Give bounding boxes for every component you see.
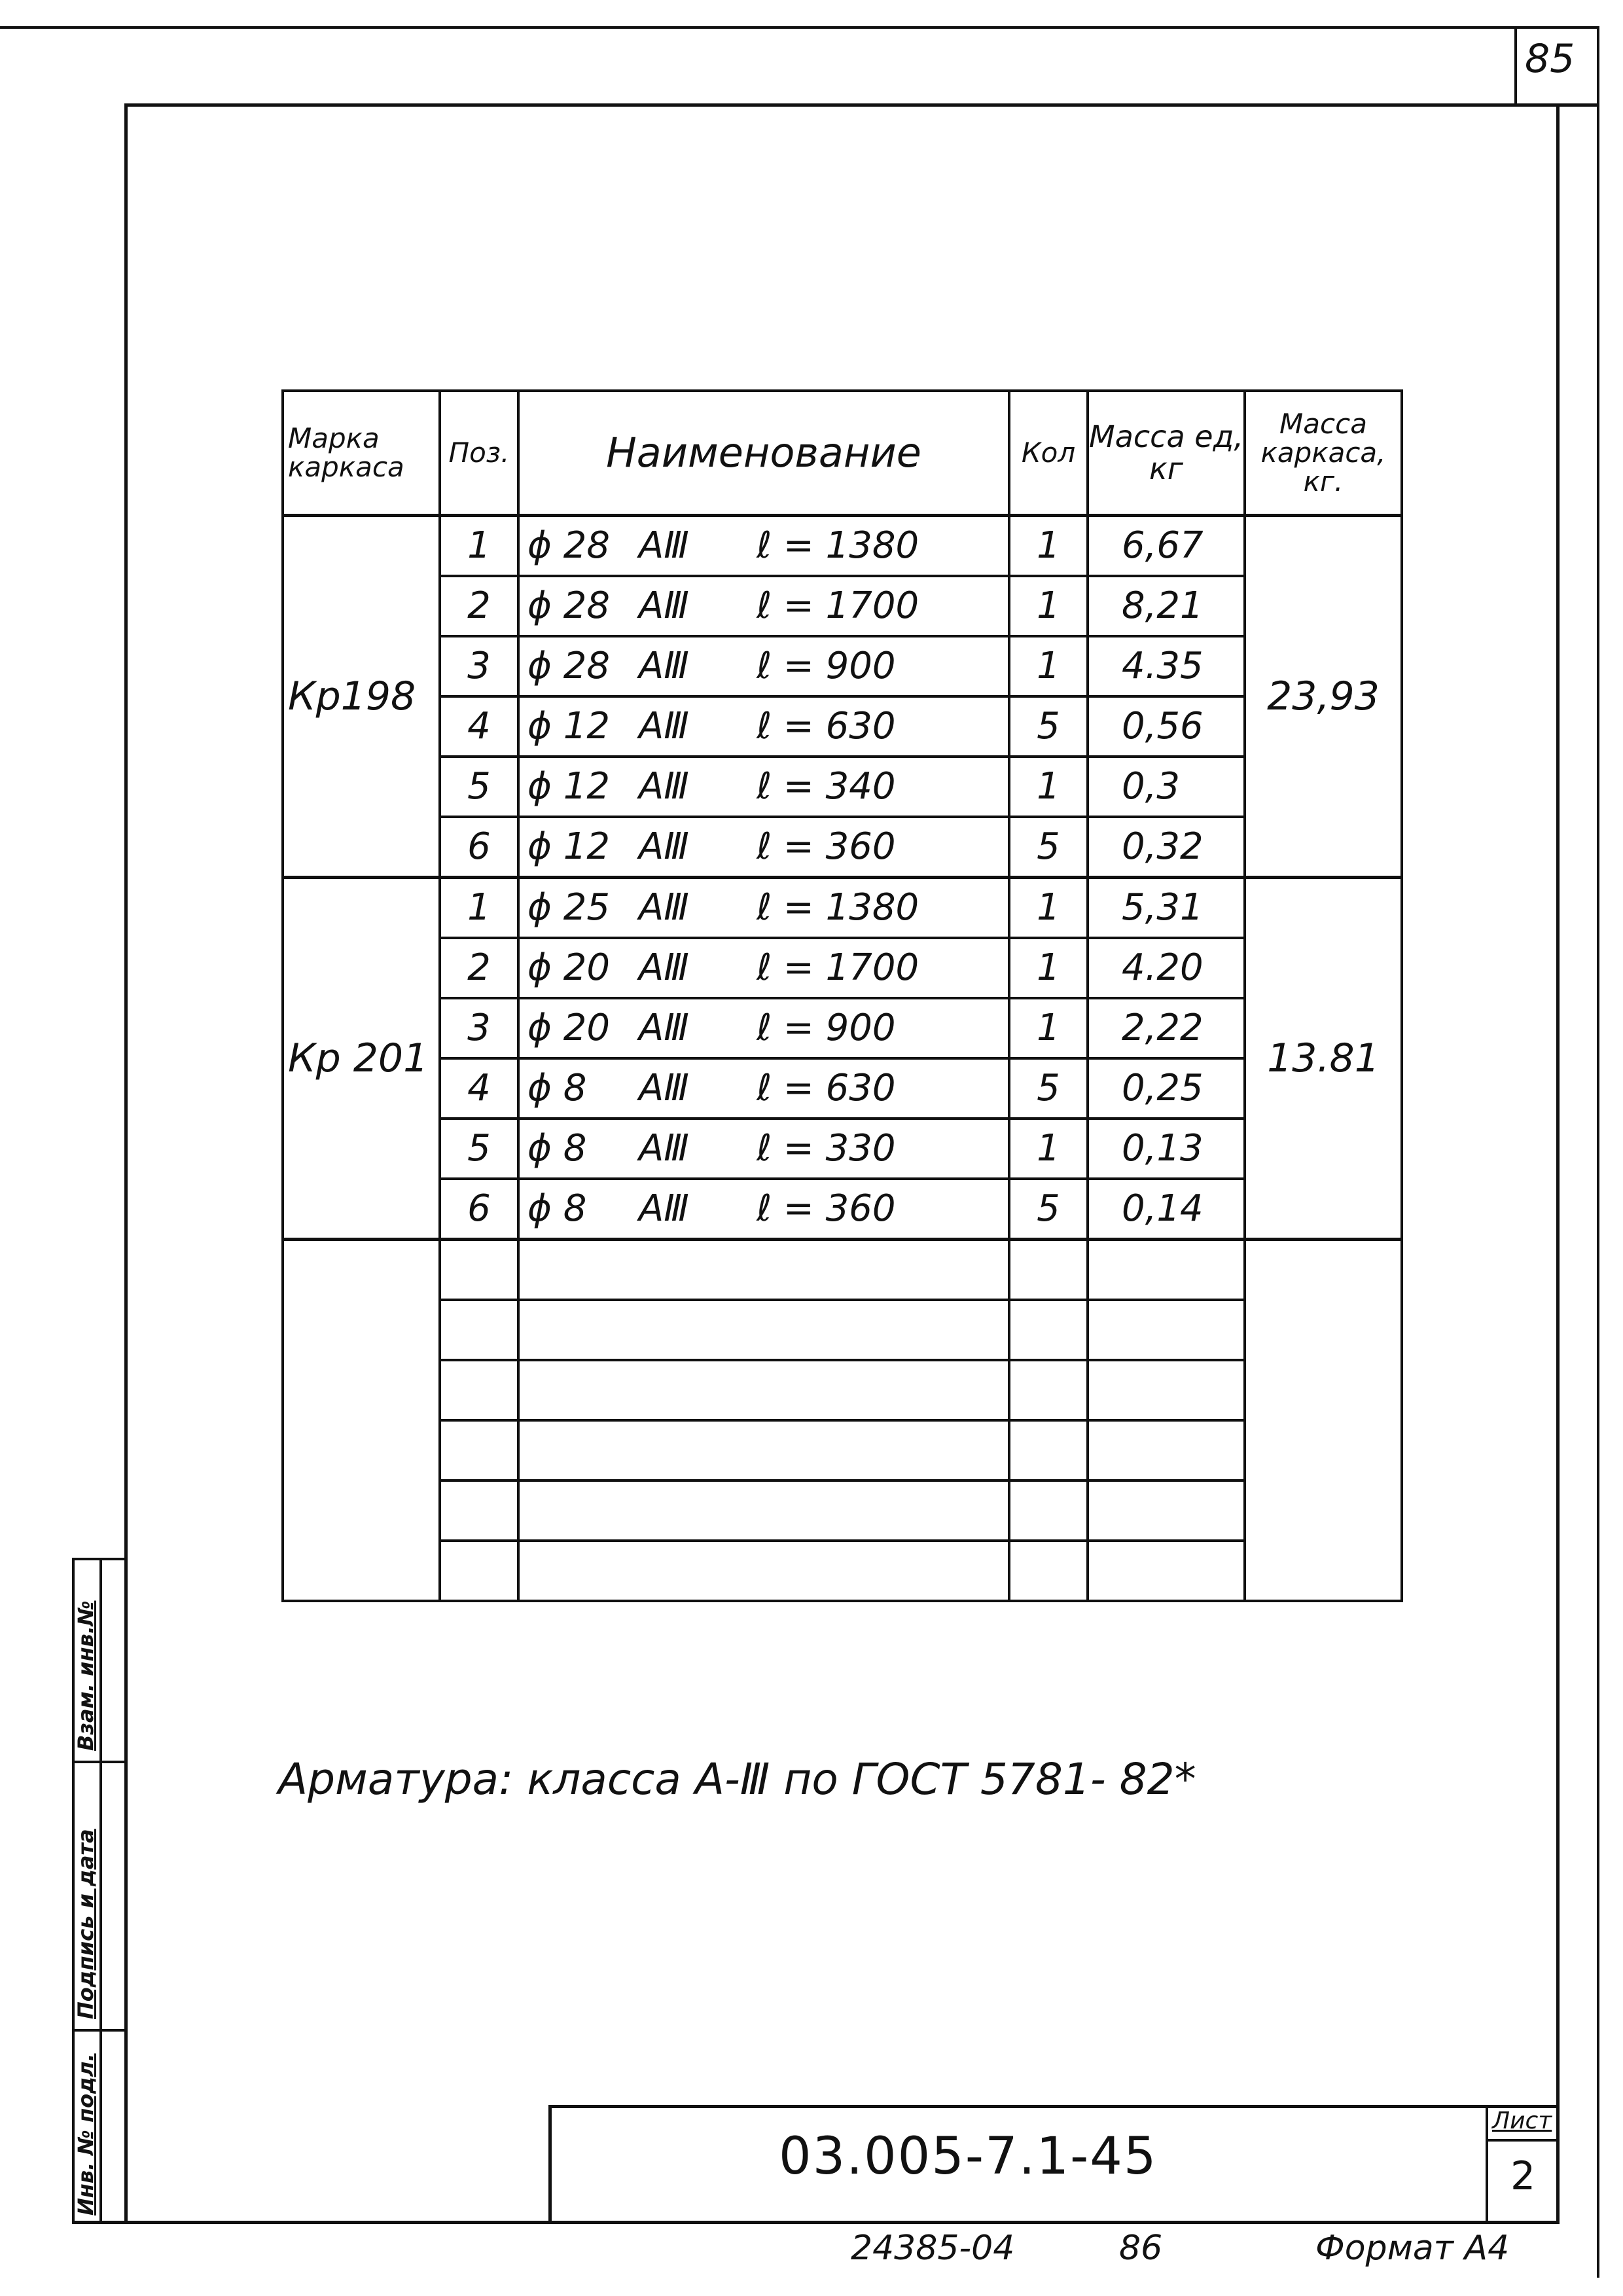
title-block-sheet-hline <box>1486 2139 1559 2142</box>
length: ℓ = 900 <box>757 1007 896 1049</box>
length: ℓ = 1380 <box>757 886 919 929</box>
sign-date-label: Подпись и дата <box>73 1829 98 2019</box>
diameter: ϕ 12 <box>527 765 610 808</box>
title-block-top <box>548 2105 1560 2108</box>
unit-mass-cell: 0,25 <box>1088 1058 1245 1119</box>
empty-cell <box>1088 1420 1245 1480</box>
length: ℓ = 1380 <box>757 524 919 567</box>
diameter: ϕ 28 <box>527 645 610 687</box>
steel-class: АⅢ <box>639 886 689 929</box>
steel-class: АⅢ <box>639 765 689 808</box>
table-row <box>283 757 1402 817</box>
empty-cell <box>440 1541 518 1601</box>
pos-cell: 2 <box>440 576 518 636</box>
replace-inv-label: Взам. инв.№ <box>73 1600 98 1751</box>
bottom-page-number: 86 <box>1119 2229 1163 2268</box>
empty-cell <box>1088 1300 1245 1360</box>
brand-cell: Кр198 <box>283 515 440 877</box>
empty-cell <box>1245 1239 1402 1601</box>
pos-cell: 3 <box>440 636 518 696</box>
qty-cell: 1 <box>1009 757 1088 817</box>
brand-cell: Кр 201 <box>283 877 440 1239</box>
pos-cell: 4 <box>440 696 518 757</box>
table-row <box>283 1179 1402 1240</box>
qty-cell: 1 <box>1009 515 1088 576</box>
empty-cell <box>440 1480 518 1541</box>
empty-cell <box>1009 1300 1088 1360</box>
frame-bottom <box>72 2221 1560 2224</box>
length: ℓ = 630 <box>757 1067 896 1109</box>
unit-mass-cell: 0,14 <box>1088 1179 1245 1240</box>
qty-cell: 5 <box>1009 696 1088 757</box>
empty-cell <box>440 1239 518 1300</box>
name-cell <box>518 998 1009 1058</box>
length: ℓ = 330 <box>757 1127 896 1170</box>
empty-row <box>283 1360 1402 1420</box>
empty-cell <box>1088 1541 1245 1601</box>
side-stamp-div1 <box>72 1761 128 1763</box>
header-brand: Марка каркаса <box>283 391 440 515</box>
name-cell <box>518 1119 1009 1179</box>
frame-left <box>124 103 128 2224</box>
header-unit-mass: Масса ед, кг <box>1088 391 1245 515</box>
qty-cell: 5 <box>1009 1058 1088 1119</box>
empty-cell <box>518 1420 1009 1480</box>
empty-cell <box>518 1300 1009 1360</box>
empty-cell <box>1009 1541 1088 1601</box>
table-row <box>283 817 1402 878</box>
unit-mass-cell: 2,22 <box>1088 998 1245 1058</box>
steel-class: АⅢ <box>639 1187 689 1230</box>
qty-cell: 5 <box>1009 1179 1088 1240</box>
name-cell <box>518 1179 1009 1240</box>
length: ℓ = 900 <box>757 645 896 687</box>
title-block-sheet-divider <box>1486 2105 1488 2223</box>
empty-cell <box>1088 1360 1245 1420</box>
sheet-number: 2 <box>1510 2153 1536 2199</box>
empty-cell <box>1009 1239 1088 1300</box>
empty-cell <box>1088 1239 1245 1300</box>
qty-cell: 1 <box>1009 1119 1088 1179</box>
pos-cell: 1 <box>440 515 518 576</box>
reinforcement-note: Арматура: класса А-Ⅲ по ГОСТ 5781- 82* <box>278 1754 1196 1804</box>
unit-mass-cell: 4.35 <box>1088 636 1245 696</box>
steel-class: АⅢ <box>639 1007 689 1049</box>
empty-cell <box>518 1239 1009 1300</box>
steel-class: АⅢ <box>639 1067 689 1109</box>
table-row <box>283 576 1402 636</box>
unit-mass-cell: 0,32 <box>1088 817 1245 878</box>
qty-cell: 5 <box>1009 817 1088 878</box>
diameter: ϕ 20 <box>527 946 610 989</box>
empty-cell <box>518 1541 1009 1601</box>
steel-class: АⅢ <box>639 825 689 868</box>
name-cell <box>518 576 1009 636</box>
empty-row <box>283 1300 1402 1360</box>
table-row <box>283 515 1402 576</box>
page-number-box-left <box>1514 26 1517 105</box>
frame-top <box>124 103 1597 107</box>
length: ℓ = 1700 <box>757 584 919 627</box>
name-cell <box>518 877 1009 938</box>
document-code: 03.005-7.1-45 <box>779 2127 1158 2186</box>
unit-mass-cell: 6,67 <box>1088 515 1245 576</box>
header-total-mass: Масса каркаса, кг. <box>1245 391 1402 515</box>
frame-right-outer <box>1597 26 1599 2278</box>
empty-row <box>283 1239 1402 1300</box>
empty-cell <box>518 1360 1009 1420</box>
header-qty: Кол <box>1009 391 1088 515</box>
pos-cell: 5 <box>440 757 518 817</box>
empty-cell <box>440 1360 518 1420</box>
header-name: Наименование <box>518 391 1009 515</box>
unit-mass-cell: 0,3 <box>1088 757 1245 817</box>
pos-cell: 1 <box>440 877 518 938</box>
empty-cell <box>1009 1480 1088 1541</box>
empty-cell <box>1088 1480 1245 1541</box>
pos-cell: 5 <box>440 1119 518 1179</box>
steel-class: АⅢ <box>639 524 689 567</box>
steel-class: АⅢ <box>639 645 689 687</box>
diameter: ϕ 28 <box>527 524 610 567</box>
length: ℓ = 340 <box>757 765 896 808</box>
qty-cell: 1 <box>1009 877 1088 938</box>
header-pos: Поз. <box>440 391 518 515</box>
inv-orig-label: Инв. № подл. <box>73 2053 98 2215</box>
name-cell <box>518 817 1009 878</box>
unit-mass-cell: 0,56 <box>1088 696 1245 757</box>
total-mass-cell: 23,93 <box>1245 515 1402 877</box>
qty-cell: 1 <box>1009 938 1088 998</box>
side-stamp-inner <box>99 1558 102 2224</box>
steel-class: АⅢ <box>639 584 689 627</box>
table-row <box>283 636 1402 696</box>
diameter: ϕ 8 <box>527 1067 587 1109</box>
name-cell <box>518 938 1009 998</box>
unit-mass-cell: 4.20 <box>1088 938 1245 998</box>
unit-mass-cell: 8,21 <box>1088 576 1245 636</box>
title-block-left <box>548 2105 552 2223</box>
archive-code: 24385-04 <box>851 2229 1015 2268</box>
total-mass-cell: 13.81 <box>1245 877 1402 1239</box>
empty-row <box>283 1541 1402 1601</box>
pos-cell: 6 <box>440 1179 518 1240</box>
empty-cell <box>518 1480 1009 1541</box>
diameter: ϕ 12 <box>527 705 610 747</box>
pos-cell: 3 <box>440 998 518 1058</box>
table-row <box>283 877 1402 938</box>
diameter: ϕ 12 <box>527 825 610 868</box>
diameter: ϕ 20 <box>527 1007 610 1049</box>
table-row <box>283 938 1402 998</box>
qty-cell: 1 <box>1009 998 1088 1058</box>
diameter: ϕ 25 <box>527 886 610 929</box>
name-cell <box>518 696 1009 757</box>
table-row <box>283 998 1402 1058</box>
empty-cell <box>1009 1360 1088 1420</box>
unit-mass-cell: 0,13 <box>1088 1119 1245 1179</box>
name-cell <box>518 757 1009 817</box>
name-cell <box>518 1058 1009 1119</box>
diameter: ϕ 8 <box>527 1127 587 1170</box>
side-stamp-div2 <box>72 2029 128 2032</box>
empty-row <box>283 1480 1402 1541</box>
table-row <box>283 696 1402 757</box>
empty-cell <box>1009 1420 1088 1480</box>
steel-class: АⅢ <box>639 946 689 989</box>
empty-cell <box>440 1300 518 1360</box>
pos-cell: 6 <box>440 817 518 878</box>
format-label: Формат А4 <box>1315 2229 1510 2268</box>
length: ℓ = 1700 <box>757 946 919 989</box>
diameter: ϕ 28 <box>527 584 610 627</box>
qty-cell: 1 <box>1009 636 1088 696</box>
page-number: 85 <box>1525 36 1575 82</box>
steel-class: АⅢ <box>639 705 689 747</box>
pos-cell: 2 <box>440 938 518 998</box>
empty-cell <box>283 1239 440 1601</box>
steel-class: АⅢ <box>639 1127 689 1170</box>
sheet-label: Лист <box>1492 2108 1552 2134</box>
table-row <box>283 1058 1402 1119</box>
top-edge-line <box>0 26 1597 29</box>
empty-cell <box>440 1420 518 1480</box>
diameter: ϕ 8 <box>527 1187 587 1230</box>
length: ℓ = 360 <box>757 825 896 868</box>
name-cell <box>518 636 1009 696</box>
length: ℓ = 630 <box>757 705 896 747</box>
frame-right <box>1556 103 1560 2224</box>
unit-mass-cell: 5,31 <box>1088 877 1245 938</box>
pos-cell: 4 <box>440 1058 518 1119</box>
empty-row <box>283 1420 1402 1480</box>
specification-table <box>281 389 1403 1602</box>
qty-cell: 1 <box>1009 576 1088 636</box>
name-cell <box>518 515 1009 576</box>
length: ℓ = 360 <box>757 1187 896 1230</box>
table-row <box>283 1119 1402 1179</box>
